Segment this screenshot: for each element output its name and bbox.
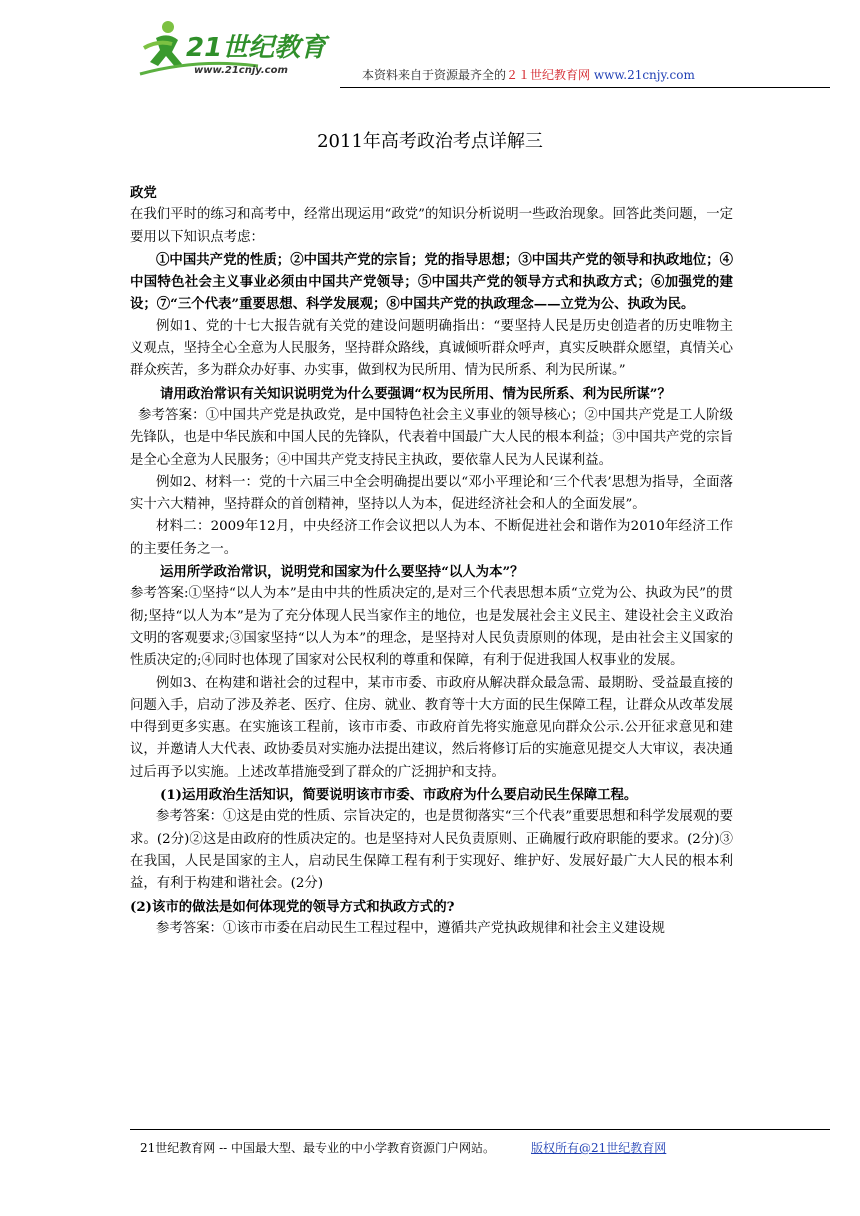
footer-rule (130, 1129, 830, 1130)
header-site-link[interactable]: www.21cnjy.com (593, 68, 695, 82)
answer: 参考答案：①该市市委在启动民生工程过程中，遵循共产党执政规律和社会主义建设规 (156, 920, 665, 936)
paragraph: 材料二：2009年12月，中央经济工作会议把以人为本、不断促进社会和谐作为2010年经济工作的主要任务之一。 (130, 519, 733, 557)
answer: 参考答案：①这是由党的性质、宗旨决定的，也是贯彻落实“三个代表”重要思想和科学发展观的要求。(2分)②这是由政府的性质决定的。也是坚持对人民负责原则、正确履行政府职能的要求。(2分)③在我国，人民是国家的主人，启动民生保障工程有利于实现好、维护好、发展好最广大人民的根本利益，有利于构建和谐社会。(2分) (130, 809, 733, 892)
header-rule (340, 87, 830, 88)
logo (138, 18, 348, 82)
answer: 参考答案:①坚持“以人为本”是由中共的性质决定的,是对三个代表思想本质“立党为公、执政为民”的贯彻;坚持“以人为本”是为了充分体现人民当家作主的地位，也是发展社会主义民主、建设社会主义政治文明的客观要求;③国家坚持“以人为本”的理念，是坚持对人民负责原则的体现，是由社会主义国家的性质决定的;④同时也体现了国家对公民权利的尊重和保障，有利于促进我国人权事业的发展。 (130, 586, 733, 669)
paragraph: 例如1、党的十七大报告就有关党的建设问题明确指出：“要坚持人民是历史创造者的历史唯物主义观点，坚持全心全意为人民服务，坚持群众路线，真诚倾听群众呼声，真实反映群众愿望，真情关心群众疾苦，多为群众办好事、办实事，做到权为民所用、情为民所系、利为民所谋。” (130, 318, 733, 379)
section-heading: 政党 (130, 185, 157, 201)
paragraph: 在我们平时的练习和高考中，经常出现运用“政党”的知识分析说明一些政治现象。回答此类问题，一定要用以下知识点考虑： (130, 207, 733, 245)
paragraph: ①中国共产党的性质；②中国共产党的宗旨；党的指导思想；③中国共产党的领导和执政地位；④中国特色社会主义事业必须由中国共产党领导；⑤中国共产党的领导方式和执政方式；⑥加强党的建设；⑦“三个代表”重要思想、科学发展观；⑧中国共产党的执政理念——立党为公、执政为民。 (130, 251, 733, 313)
paragraph: 例如2、材料一：党的十六届三中全会明确提出要以“邓小平理论和‘三个代表’思想为指导，全面落实十六大精神，坚持群众的首创精神，坚持以人为本，促进经济社会和人的全面发展”。 (130, 474, 733, 513)
question: 运用所学政治常识，说明党和国家为什么要坚持“以人为本”？ (160, 564, 524, 581)
answer: 参考答案：①中国共产党是执政党，是中国特色社会主义事业的领导核心；②中国共产党是工人阶级先锋队，也是中华民族和中国人民的先锋队，代表着中国最广大人民的根本利益；③中国共产党的宗旨是全心全意为人民服务；④中国共产党支持民主执政，要依靠人民为人民谋利益。 (130, 407, 733, 468)
question: (2)该市的做法是如何体现党的领导方式和执政方式的? (130, 898, 455, 915)
header-source-note: 本资料来自于资源最齐全的２１世纪教育网 www.21cnjy.com (362, 68, 695, 82)
footer-text: 21世纪教育网 -- 中国最大型、最专业的中小学教育资源门户网站。 (140, 1141, 496, 1155)
page-header (130, 18, 830, 88)
page-footer (140, 1139, 666, 1156)
paragraph: 例如3、在构建和谐社会的过程中，某市市委、市政府从解决群众最急需、最期盼、受益最直接的问题入手，启动了涉及养老、医疗、住房、就业、教育等十大方面的民生保障工程，让群众从改革发展中得到更多实惠。在实施该工程前，该市市委、市政府首先将实施意见向群众公示.公开征求意见和建议，并邀请人大代表、政协委员对实施办法提出建议，然后将修订后的实施意见提交人大审议，表决通过后再予以实施。上述改革措施受到了群众的广泛拥护和支持。 (130, 675, 733, 780)
copyright-link[interactable]: 版权所有@21世纪教育网 (531, 1141, 667, 1155)
svg-text:www.21cnjy.com: www.21cnjy.com (194, 65, 288, 76)
question: (1)运用政治生活知识，简要说明该市市委、市政府为什么要启动民生保障工程。 (160, 787, 638, 804)
question: 请用政治常识有关知识说明党为什么要强调“权为民所用、情为民所系、利为民所谋”？ (160, 385, 671, 402)
document-body (130, 182, 733, 940)
svg-text:21世纪教育: 21世纪教育 (186, 33, 327, 63)
document-title: 2011年高考政治考点详解三 (317, 131, 543, 152)
